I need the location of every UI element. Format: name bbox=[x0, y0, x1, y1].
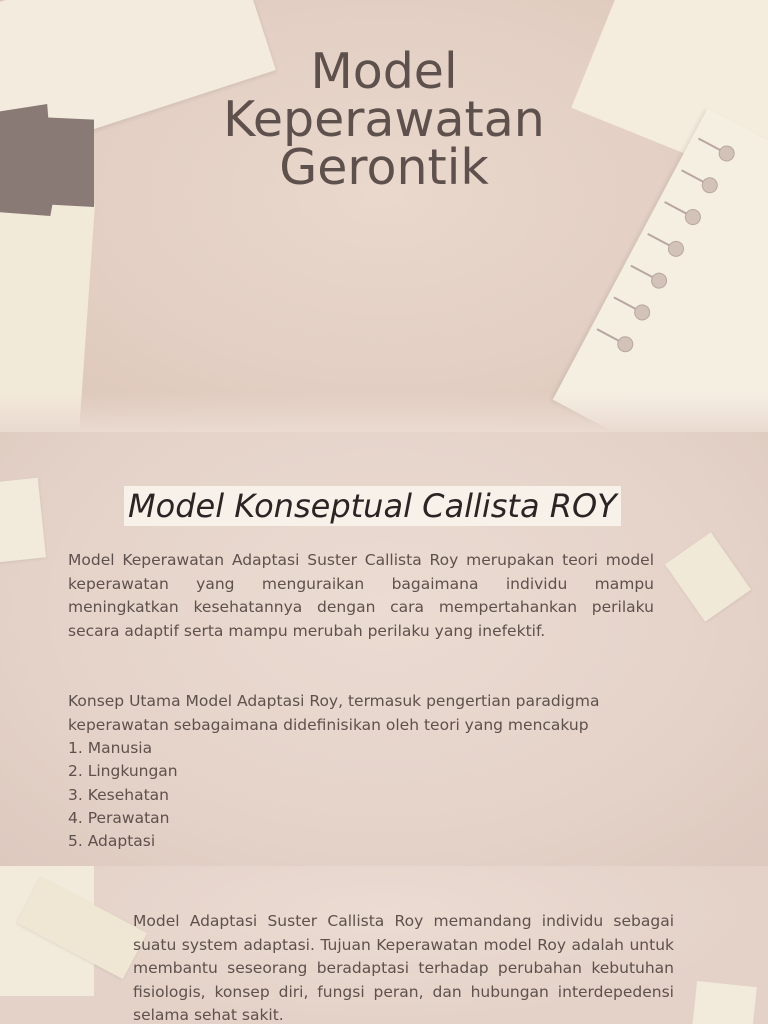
title-slide bbox=[0, 0, 768, 432]
list-item: 2. Lingkungan bbox=[68, 762, 178, 781]
tape-decoration bbox=[691, 981, 757, 1024]
ring-decoration bbox=[614, 333, 636, 355]
title-line: Gerontik bbox=[279, 139, 489, 196]
torn-edge-decoration bbox=[0, 392, 768, 432]
tape-decoration bbox=[665, 532, 751, 621]
list-item: 1. Manusia bbox=[68, 739, 153, 757]
list-item: 5. Adaptasi bbox=[68, 832, 156, 851]
ring-decoration bbox=[682, 206, 704, 228]
title-line: Model bbox=[310, 43, 458, 100]
ring-decoration bbox=[648, 270, 670, 292]
ring-decoration bbox=[631, 302, 653, 324]
body-paragraph: Model Adaptasi Suster Callista Roy memandang individu sebagai suatu system adaptasi. Tujuan Keperawatan model Roy adalah untuk membantu seseorang beradaptasi terhadap perubahan kebutuhan fisiologis, konsep diri, fungsi peran, dan hubungan interdepedensi selama sehat sakit. bbox=[133, 912, 674, 1024]
content-slide-roy bbox=[0, 432, 768, 866]
body-paragraph: Konsep Utama Model Adaptasi Roy, termasuk pengertian paradigma keperawatan sebagaimana didefinisikan oleh teori yang mencakup bbox=[68, 692, 600, 734]
page-title bbox=[0, 43, 768, 196]
ring-decoration bbox=[665, 238, 687, 260]
list-item: 4. Perawatan bbox=[68, 808, 170, 827]
list-item: 3. Kesehatan bbox=[68, 785, 169, 804]
tape-decoration bbox=[0, 478, 46, 563]
section-heading: Model Konseptual Callista ROY bbox=[124, 486, 621, 526]
content-slide-adaptation bbox=[0, 866, 768, 1024]
concept-list bbox=[68, 737, 178, 853]
title-line: Keperawatan bbox=[223, 91, 545, 148]
body-paragraph: Model Keperawatan Adaptasi Suster Callista Roy merupakan teori model keperawatan yang menguraikan bagaimana individu mampu meningkatkan kesehatannya dengan cara mempertahankan perilaku secara adaptif serta mampu merubah perilaku yang inefektif. bbox=[68, 551, 654, 640]
